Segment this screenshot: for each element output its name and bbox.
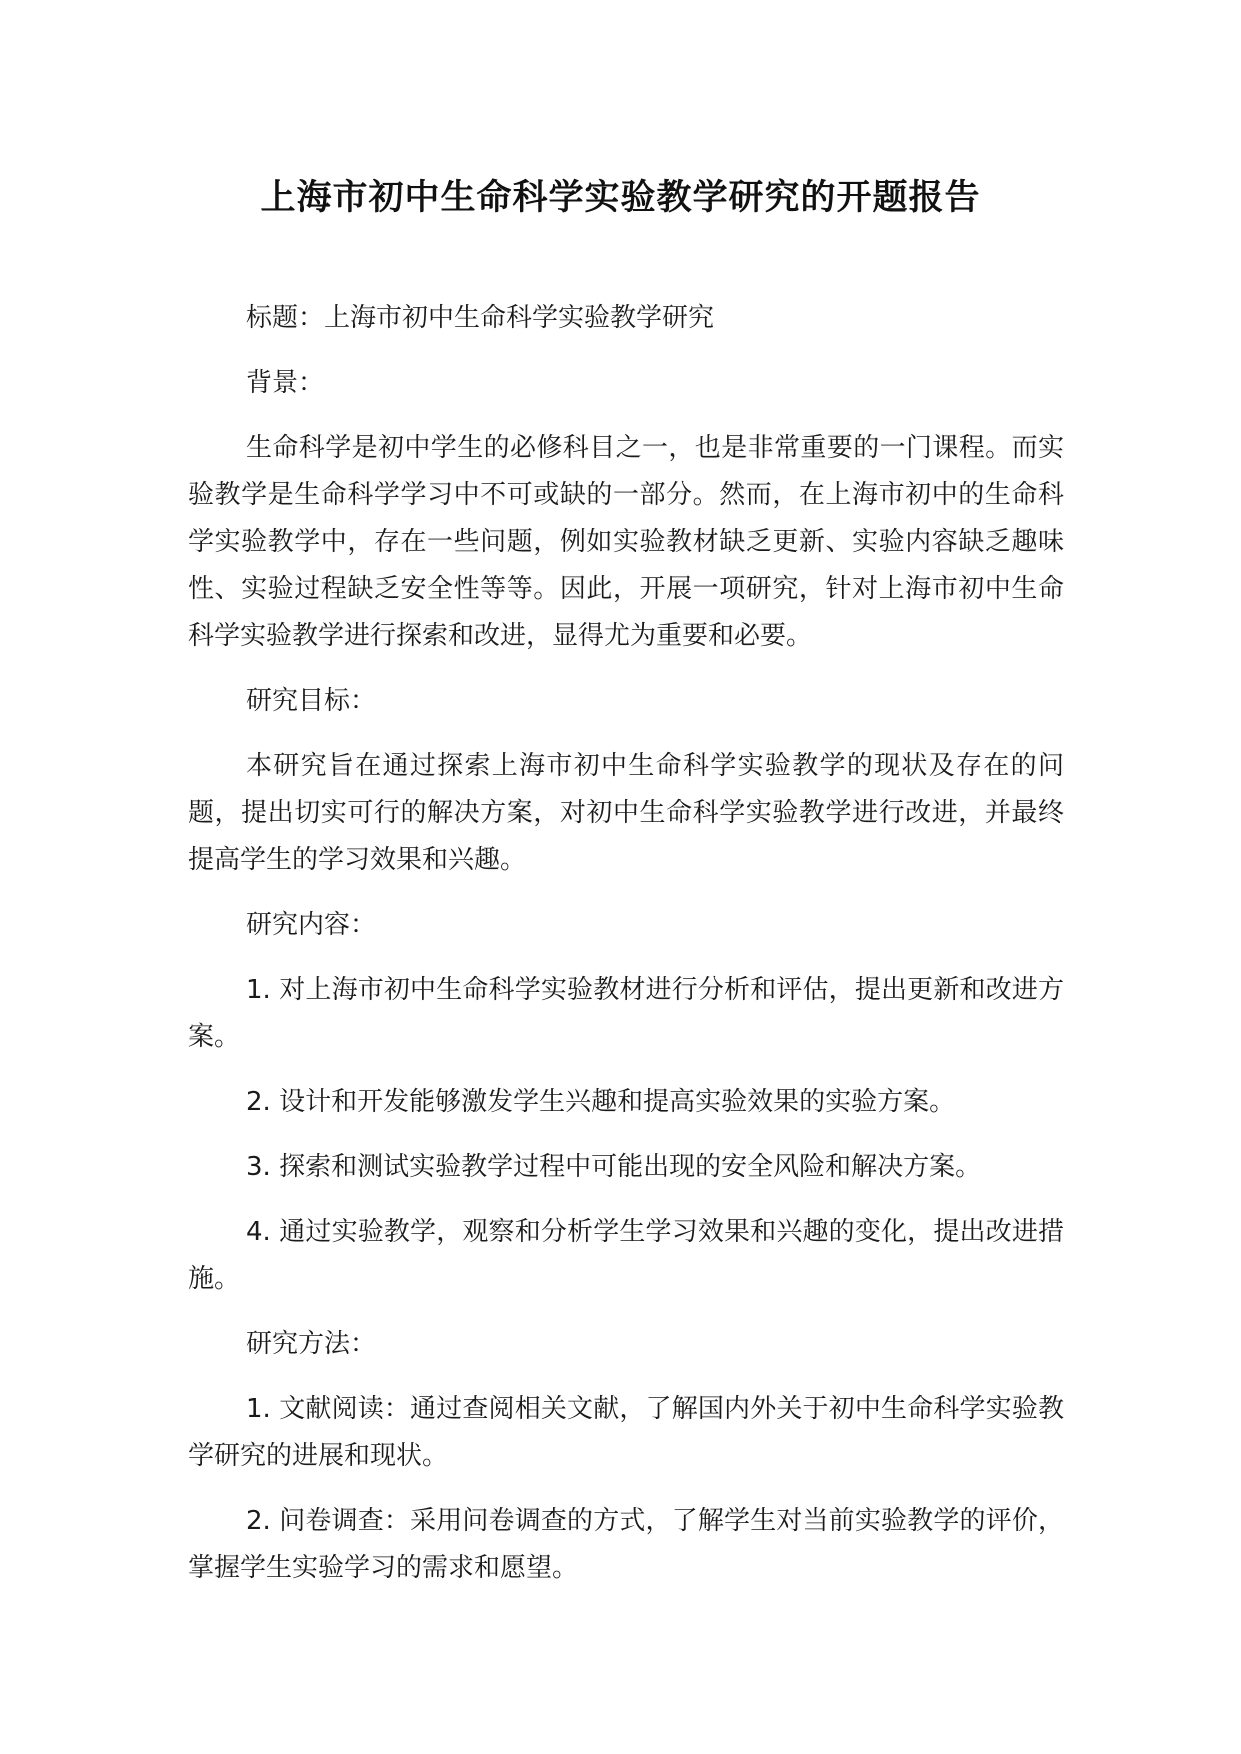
background-paragraph: 生命科学是初中学生的必修科目之一，也是非常重要的一门课程。而实验教学是生命科学学习中不可或缺的一部分。然而，在上海市初中的生命科学实验教学中，存在一些问题，例如实验教材缺乏更新、实验内容缺乏趣味性、实验过程缺乏安全性等等。因此，开展一项研究，针对上海市初中生命科学实验教学进行探索和改进，显得尤为重要和必要。 <box>188 433 1064 651</box>
method-heading: 研究方法： <box>246 1329 377 1359</box>
document-title: 上海市初中生命科学实验教学研究的开题报告 <box>260 178 981 218</box>
content-heading: 研究内容： <box>246 910 377 940</box>
goal-paragraph: 本研究旨在通过探索上海市初中生命科学实验教学的现状及存在的问题，提出切实可行的解决方案，对初中生命科学实验教学进行改进，并最终提高学生的学习效果和兴趣。 <box>188 751 1064 875</box>
document-body <box>188 295 1064 1610</box>
subject-line: 标题：上海市初中生命科学实验教学研究 <box>246 303 715 333</box>
content-item: 4. 通过实验教学，观察和分析学生学习效果和兴趣的变化，提出改进措施。 <box>188 1217 1064 1294</box>
content-item: 3. 探索和测试实验教学过程中可能出现的安全风险和解决方案。 <box>246 1152 982 1182</box>
content-item: 2. 设计和开发能够激发学生兴趣和提高实验效果的实验方案。 <box>246 1087 956 1117</box>
method-item: 1. 文献阅读：通过查阅相关文献，了解国内外关于初中生命科学实验教学研究的进展和现状。 <box>188 1394 1064 1471</box>
goal-heading: 研究目标： <box>246 686 377 716</box>
content-item: 1. 对上海市初中生命科学实验教材进行分析和评估，提出更新和改进方案。 <box>188 975 1064 1052</box>
background-heading: 背景： <box>246 368 325 398</box>
method-item: 2. 问卷调查：采用问卷调查的方式，了解学生对当前实验教学的评价，掌握学生实验学习的需求和愿望。 <box>188 1506 1064 1583</box>
